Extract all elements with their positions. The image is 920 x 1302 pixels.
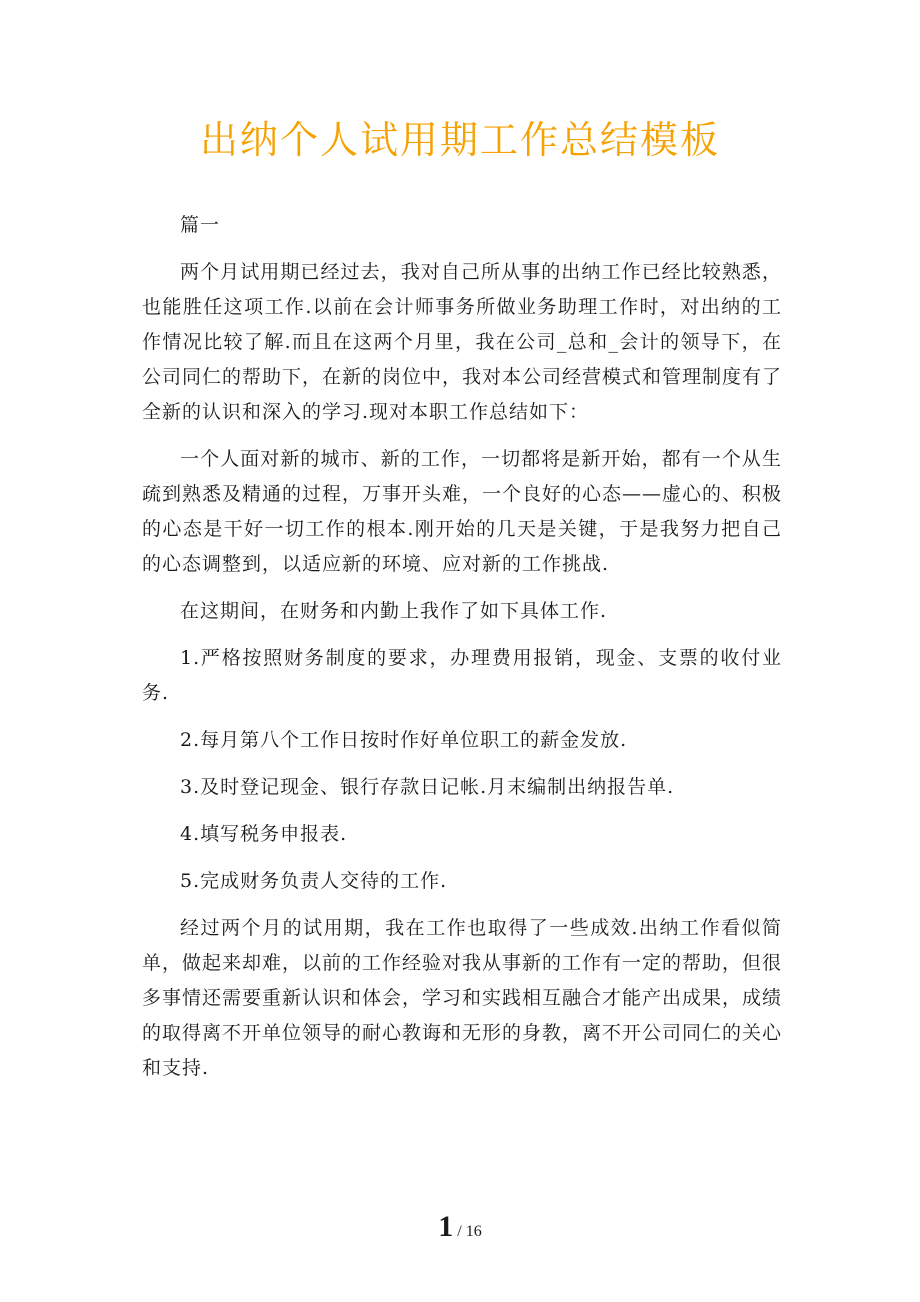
list-item-2: 2.每月第八个工作日按时作好单位职工的薪金发放. <box>180 729 628 751</box>
total-pages: 16 <box>465 1223 482 1240</box>
section-heading: 篇一 <box>180 214 221 236</box>
document-body <box>142 208 782 1098</box>
paragraph-results: 经过两个月的试用期，我在工作也取得了一些成效.出纳工作看似简单，做起来却难，以前的工作经验对我从事新的工作有一定的帮助，但很多事情还需要重新认识和体会，学习和实践相互融合才能产出成果，成绩的取得离不开单位领导的耐心教诲和无形的身教，离不开公司同仁的关心和支持. <box>142 917 783 1079</box>
list-item-5: 5.完成财务负责人交待的工作. <box>180 870 448 892</box>
page-number <box>0 1210 920 1244</box>
list-item-1: 1.严格按照财务制度的要求，办理费用报销，现金、支票的收付业务. <box>142 647 782 704</box>
list-item-3: 3.及时登记现金、银行存款日记帐.月末编制出纳报告单. <box>180 776 675 798</box>
page-separator: / <box>457 1223 462 1240</box>
paragraph-intro: 两个月试用期已经过去，我对自己所从事的出纳工作已经比较熟悉，也能胜任这项工作.以前在会计师事务所做业务助理工作时，对出纳的工作情况比较了解.而且在这两个月里，我在公司_总和_会计的领导下，在公司同仁的帮助下，在新的岗位中，我对本公司经营模式和管理制度有了全新的认识和深入的学习.现对本职工作总结如下： <box>142 261 783 423</box>
paragraph-work-lead: 在这期间，在财务和内勤上我作了如下具体工作. <box>180 600 608 622</box>
paragraph-mindset: 一个人面对新的城市、新的工作，一切都将是新开始，都有一个从生疏到熟悉及精通的过程，万事开头难，一个良好的心态——虚心的、积极的心态是干好一切工作的根本.刚开始的几天是关键，于是我努力把自己的心态调整到，以适应新的环境、应对新的工作挑战. <box>142 448 783 575</box>
document-title: 出纳个人试用期工作总结模板 <box>199 118 720 162</box>
current-page-number: 1 <box>438 1210 454 1243</box>
list-item-4: 4.填写税务申报表. <box>180 823 348 845</box>
